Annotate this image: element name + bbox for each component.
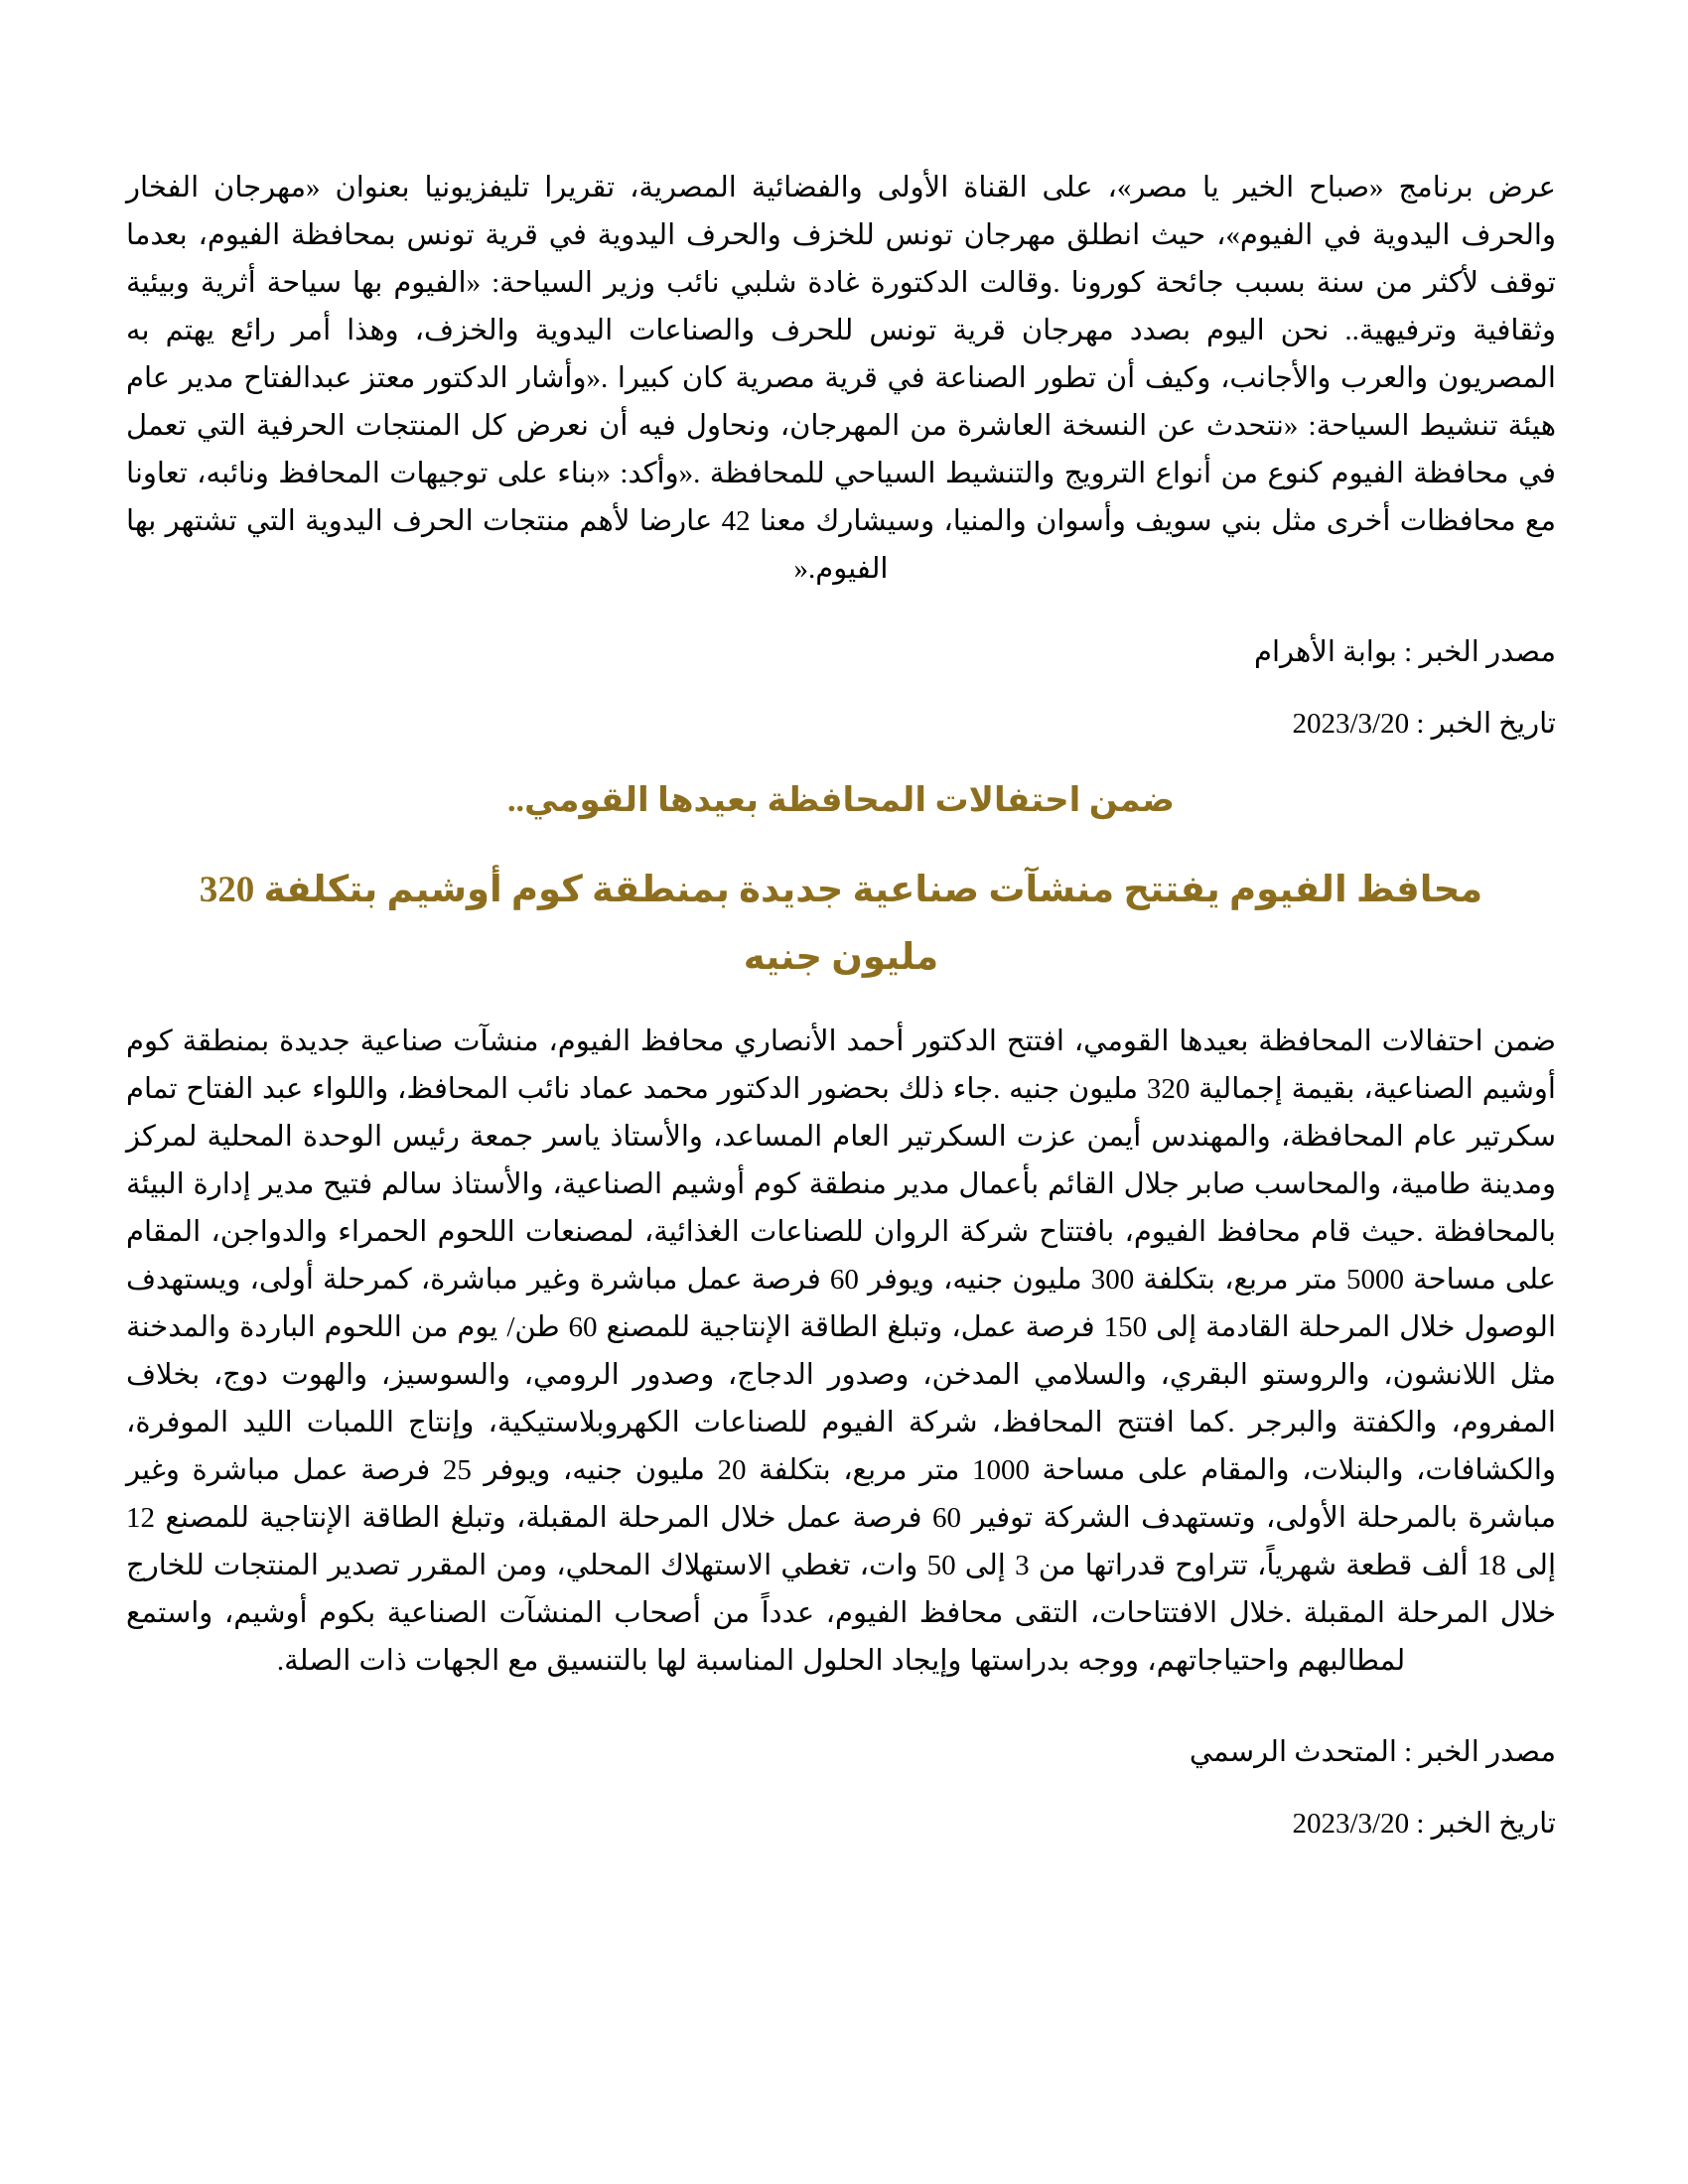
article2-kicker: ضمن احتفالات المحافظة بعيدها القومي.. bbox=[507, 782, 1175, 819]
article2-source: مصدر الخبر : المتحدث الرسمي bbox=[1189, 1736, 1556, 1768]
article1-date: تاريخ الخبر : 2023/3/20 bbox=[1292, 708, 1556, 740]
article2-body: ضمن احتفالات المحافظة بعيدها القومي، افتتح الدكتور أحمد الأنصاري محافظ الفيوم، منشآت صناعية جديدة بمنطقة كوم أوشيم الصناعية، بقيمة إجمالية 320 مليون جنيه .جاء ذلك بحضور الدكتور محمد عماد نائب المحافظ، واللواء عبد الفتاح تمام سكرتير عام المحافظة، والمهندس أيمن عزت السكرتير العام المساعد، والأستاذ ياسر جمعة رئيس الوحدة المحلية لمركز ومدينة طامية، والمحاسب صابر جلال القائم بأعمال مدير منطقة كوم أوشيم الصناعية، والأستاذ سالم فتيح مدير إدارة البيئة بالمحافظة .حيث قام محافظ الفيوم، بافتتاح شركة الروان للصناعات الغذائية، لمصنعات اللحوم الحمراء والدواجن، المقام على مساحة 5000 متر مربع، بتكلفة 300 مليون جنيه، ويوفر 60 فرصة عمل مباشرة وغير مباشرة، كمرحلة أولى، ويستهدف الوصول خلال المرحلة القادمة إلى 150 فرصة عمل، وتبلغ الطاقة الإنتاجية للمصنع 60 طن/ يوم من اللحوم الباردة والمدخنة مثل اللانشون، والروستو البقري، والسلامي المدخن، وصدور الدجاج، وصدور الرومي، والسوسيز، والهوت دوج، بخلاف المفروم، والكفتة والبرجر .كما افتتح المحافظ، شركة الفيوم للصناعات الكهروبلاستيكية، وإنتاج اللمبات الليد الموفرة، والكشافات، والبنلات، والمقام على مساحة 1000 متر مربع، بتكلفة 20 مليون جنيه، ويوفر 25 فرصة عمل مباشرة وغير مباشرة بالمرحلة الأولى، وتستهدف الشركة توفير 60 فرصة عمل خلال المرحلة المقبلة، وتبلغ الطاقة الإنتاجية للمصنع 12 إلى 18 ألف قطعة شهرياً، تتراوح قدراتها من 3 إلى 50 وات، تغطي الاستهلاك المحلي، ومن المقرر تصدير المنتجات للخارج خلال المرحلة المقبلة .خلال الافتتاحات، التقى محافظ الفيوم، عدداً من أصحاب المنشآت الصناعية بكوم أوشيم، واستمع لمطالبهم واحتياجاتهم، ووجه بدراستها وإيجاد الحلول المناسبة لها بالتنسيق مع الجهات ذات الصلة. bbox=[126, 1025, 1557, 1677]
article1-source: مصدر الخبر : بوابة الأهرام bbox=[1254, 636, 1556, 668]
article2-date: تاريخ الخبر : 2023/3/20 bbox=[1292, 1808, 1556, 1840]
article2-headline: محافظ الفيوم يفتتح منشآت صناعية جديدة بمنطقة كوم أوشيم بتكلفة 320 مليون جنيه bbox=[199, 870, 1483, 978]
article1-body: عرض برنامج «صباح الخير يا مصر»، على القناة الأولى والفضائية المصرية، تقريرا تليفزيونيا بعنوان «مهرجان الفخار والحرف اليدوية في الفيوم»، حيث انطلق مهرجان تونس للخزف والحرف اليدوية في قرية تونس بمحافظة الفيوم، بعدما توقف لأكثر من سنة بسبب جائحة كورونا .وقالت الدكتورة غادة شلبي نائب وزير السياحة: «الفيوم بها سياحة أثرية وبيئية وثقافية وترفيهية.. نحن اليوم بصدد مهرجان قرية تونس للحرف والصناعات اليدوية والخزف، وهذا أمر رائع يهتم به المصريون والعرب والأجانب، وكيف أن تطور الصناعة في قرية مصرية كان كبيرا .«وأشار الدكتور معتز عبدالفتاح مدير عام هيئة تنشيط السياحة: «نتحدث عن النسخة العاشرة من المهرجان، ونحاول فيه أن نعرض كل المنتجات الحرفية التي تعمل في محافظة الفيوم كنوع من أنواع الترويج والتنشيط السياحي للمحافظة .«وأكد: «بناء على توجيهات المحافظ ونائبه، تعاونا مع محافظات أخرى مثل بني سويف وأسوان والمنيا، وسيشارك معنا 42 عارضا لأهم منتجات الحرف اليدوية التي تشتهر بها الفيوم.« bbox=[126, 172, 1556, 585]
